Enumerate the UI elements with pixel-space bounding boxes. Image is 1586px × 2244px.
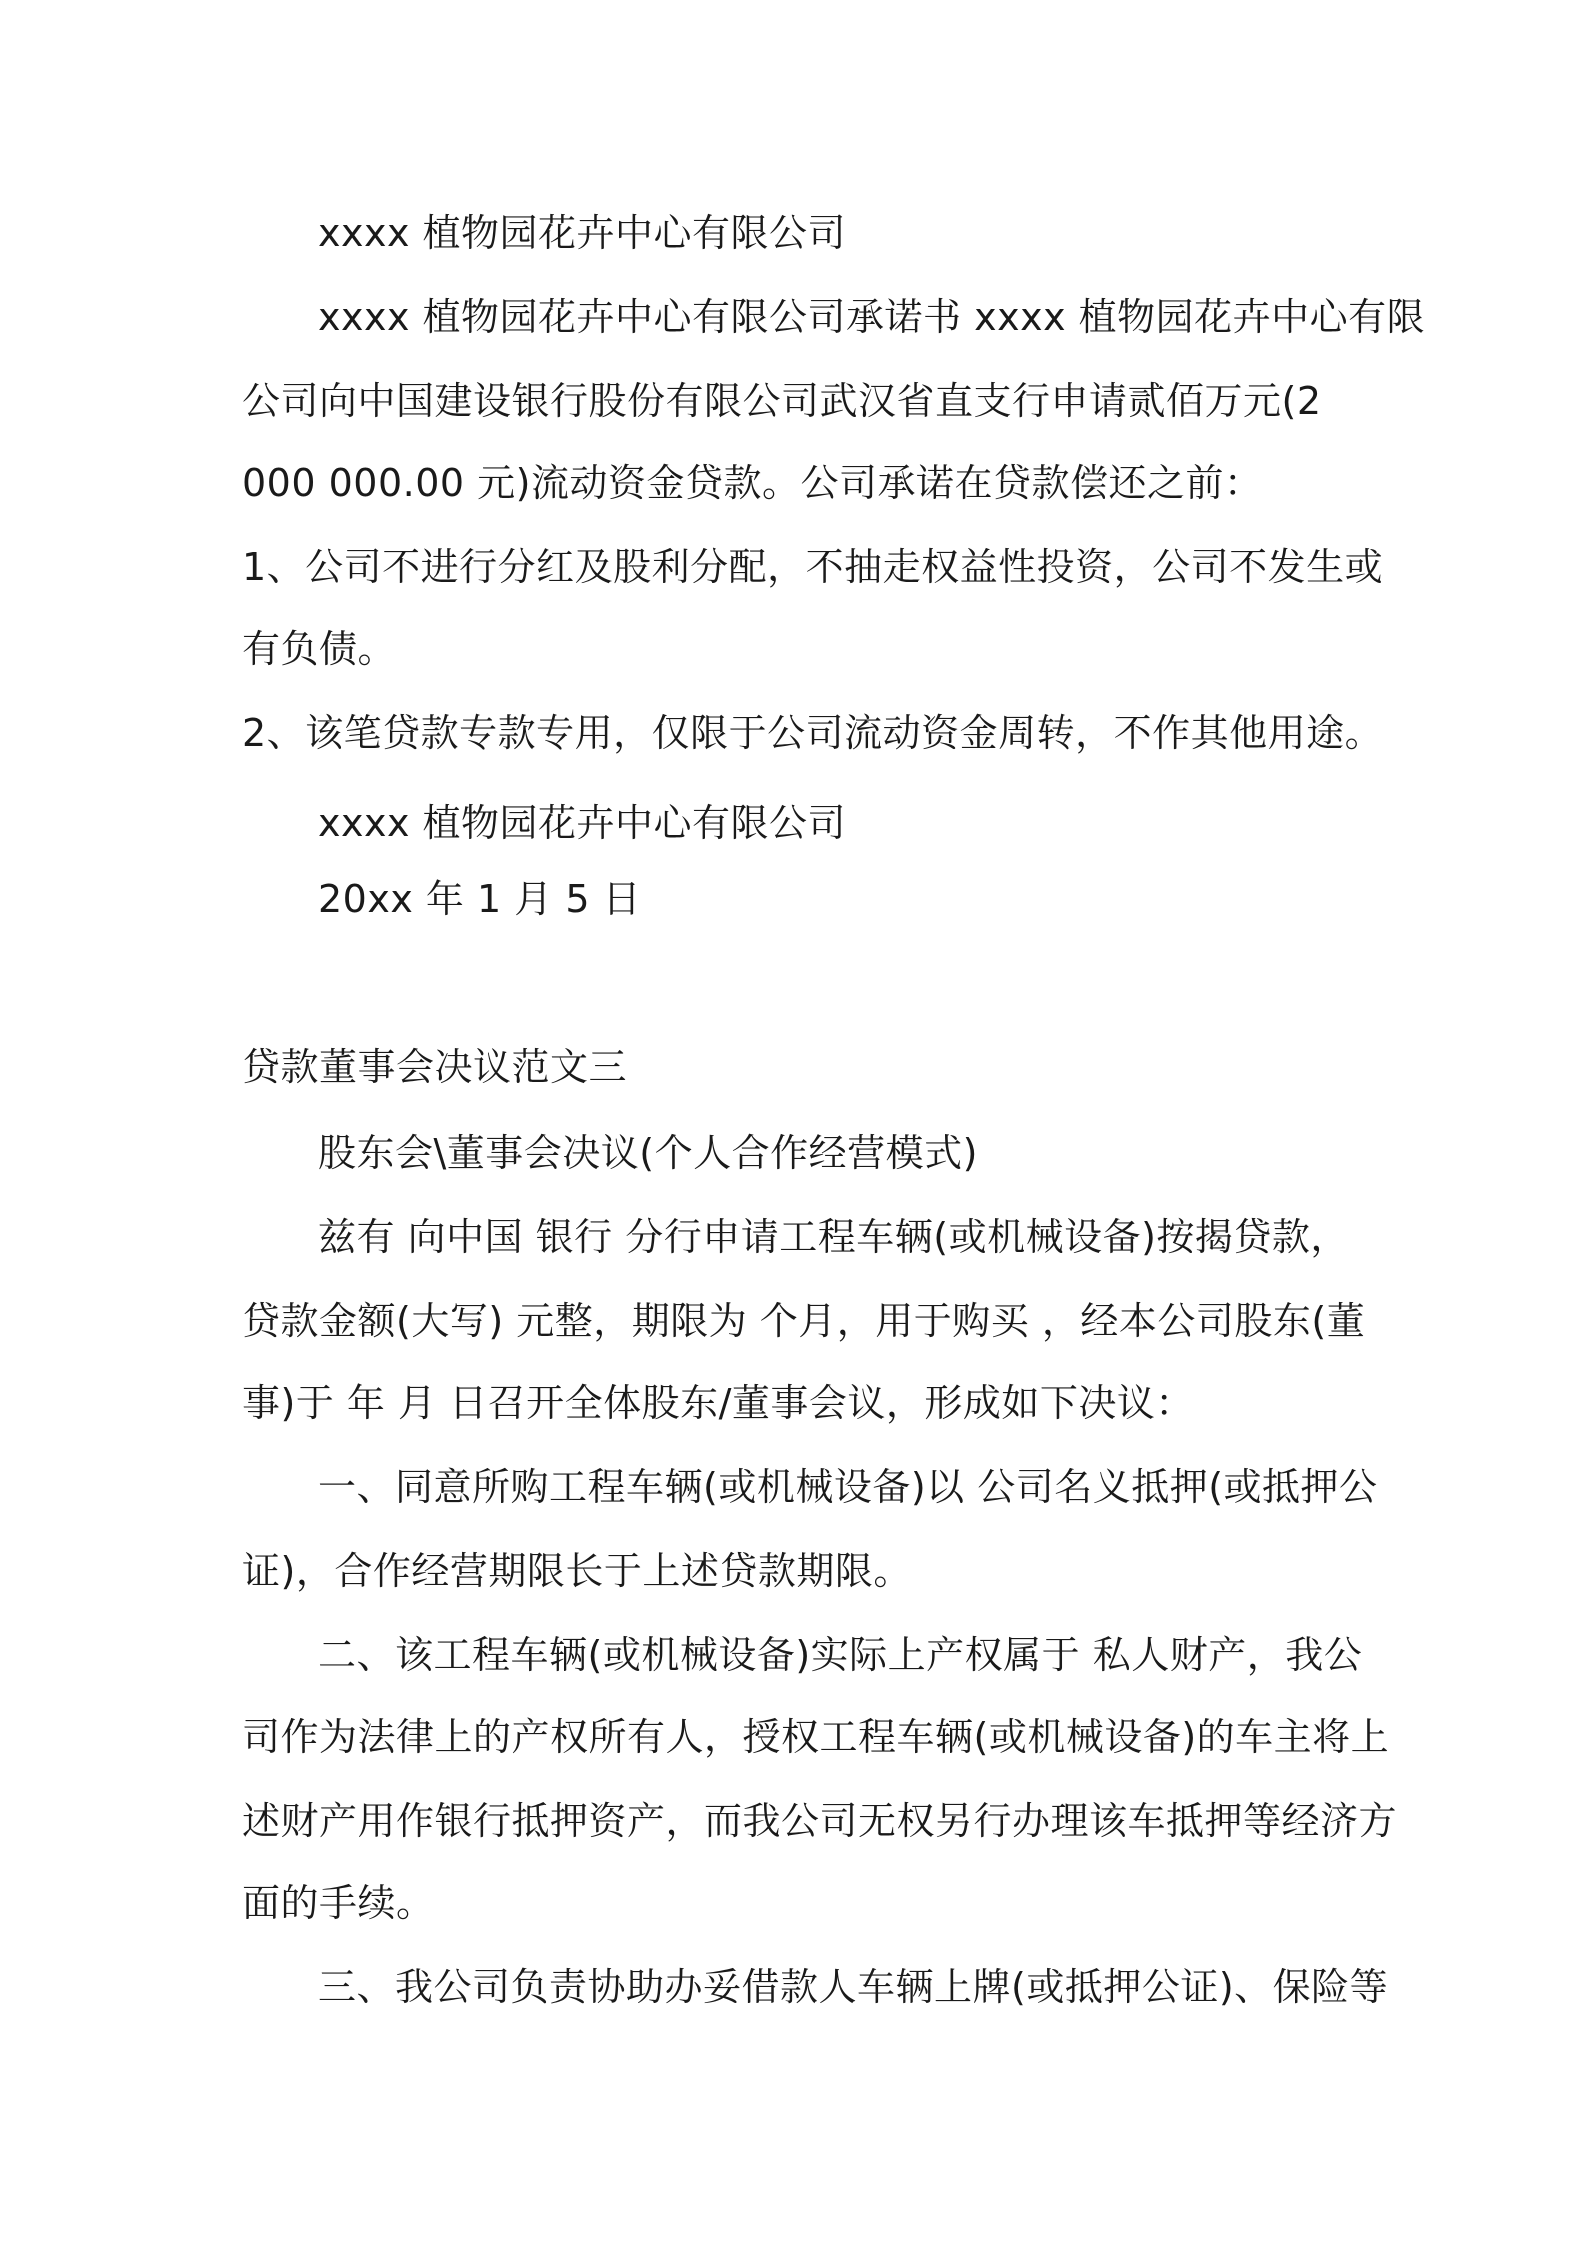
intro-line-1: 兹有 向中国 银行 分行申请工程车辆(或机械设备)按揭贷款，	[318, 1215, 1349, 1259]
promise-paragraph-line-3: 000 000.00 元)流动资金贷款。公司承诺在贷款偿还之前：	[242, 461, 1263, 505]
signature-company: xxxx 植物园花卉中心有限公司	[318, 801, 847, 845]
resolution-one-line-2: 证)，合作经营期限长于上述贷款期限。	[242, 1549, 912, 1593]
company-heading: xxxx 植物园花卉中心有限公司	[318, 211, 847, 255]
intro-line-2: 贷款金额(大写) 元整，期限为 个月，用于购买 ，经本公司股东(董	[242, 1299, 1366, 1343]
promise-paragraph-line-2: 公司向中国建设银行股份有限公司武汉省直支行申请贰佰万元(2	[242, 379, 1322, 423]
resolution-three-line-1: 三、我公司负责协助办妥借款人车辆上牌(或抵押公证)、保险等	[318, 1965, 1389, 2009]
resolution-two-line-2: 司作为法律上的产权所有人，授权工程车辆(或机械设备)的车主将上	[242, 1715, 1390, 1759]
resolution-title: 股东会\董事会决议(个人合作经营模式)	[318, 1131, 978, 1175]
resolution-two-line-4: 面的手续。	[242, 1881, 435, 1925]
section-title: 贷款董事会决议范文三	[242, 1045, 628, 1089]
promise-item-2: 2、该笔贷款专款专用，仅限于公司流动资金周转，不作其他用途。	[242, 711, 1384, 755]
signature-date: 20xx 年 1 月 5 日	[318, 877, 642, 921]
resolution-two-line-3: 述财产用作银行抵押资产，而我公司无权另行办理该车抵押等经济方	[242, 1799, 1398, 1843]
promise-item-1-line-1: 1、公司不进行分红及股利分配，不抽走权益性投资，公司不发生或	[242, 545, 1384, 589]
resolution-one-line-1: 一、同意所购工程车辆(或机械设备)以 公司名义抵押(或抵押公	[318, 1465, 1378, 1509]
intro-line-3: 事)于 年 月 日召开全体股东/董事会议，形成如下决议：	[242, 1381, 1194, 1425]
resolution-two-line-1: 二、该工程车辆(或机械设备)实际上产权属于 私人财产，我公	[318, 1633, 1363, 1677]
promise-item-1-line-2: 有负债。	[242, 627, 397, 671]
promise-paragraph-line-1: xxxx 植物园花卉中心有限公司承诺书 xxxx 植物园花卉中心有限	[318, 295, 1426, 339]
